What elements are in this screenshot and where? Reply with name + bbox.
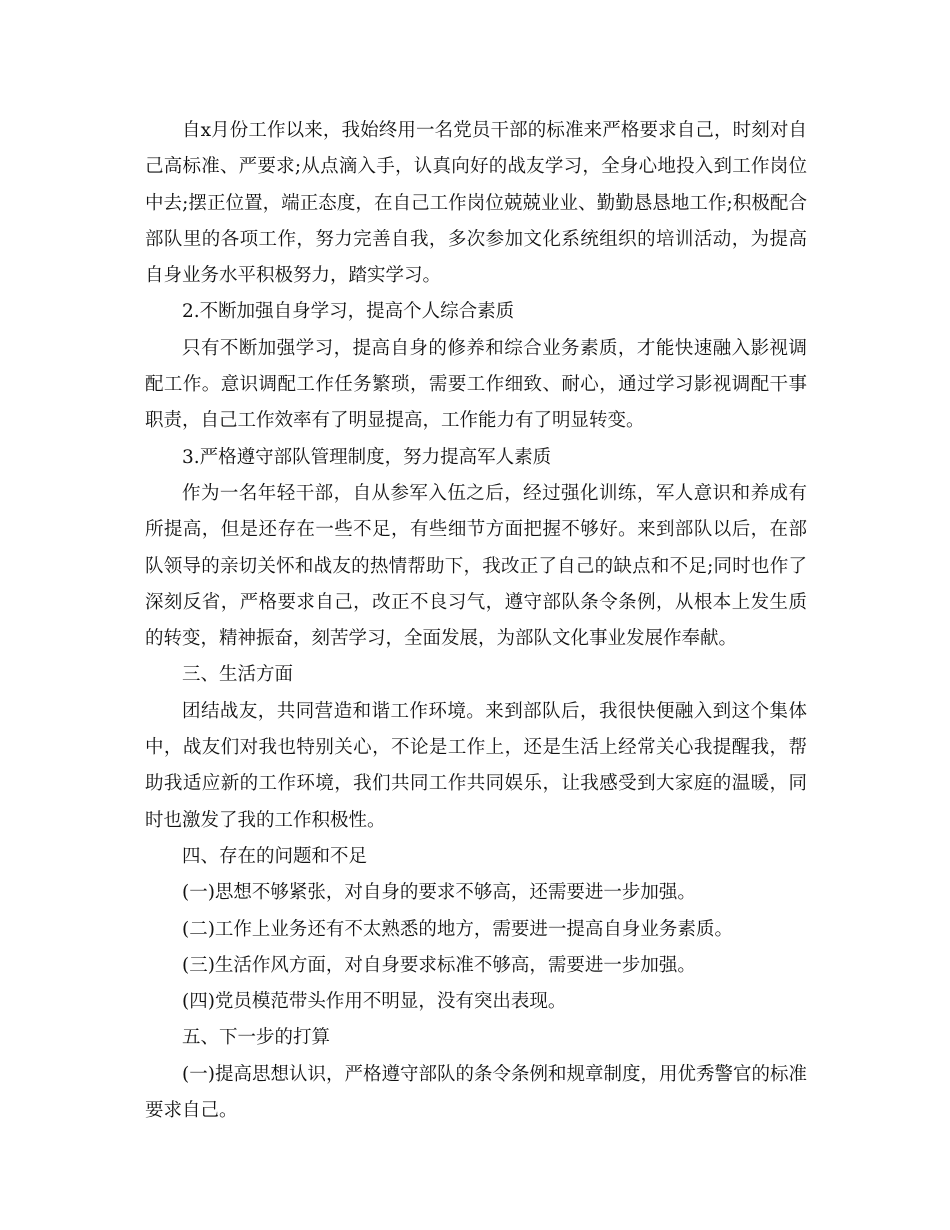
list-item-problem-3: (三)生活作风方面，对自身要求标准不够高，需要进一步加强。 (182, 954, 696, 976)
list-item-plan-1: (一)提高思想认识，严格遵守部队的条令条例和规章制度，用优秀警官的标准要求自己。 (145, 1063, 807, 1122)
heading-problems: 四、存在的问题和不足 (182, 845, 368, 867)
paragraph-life: 团结战友，共同营造和谐工作环境。来到部队后，我很快便融入到这个集体中，战友们对我也特别关心，不论是工作上，还是生活上经常关心我提醒我，帮助我适应新的工作环境，我们共同工作共同娱乐，让我感受到大家庭的温暖，同时也激发了我的工作积极性。 (145, 700, 807, 831)
heading-self-study: 2.不断加强自身学习，提高个人综合素质 (182, 301, 515, 323)
document-page (145, 113, 807, 1129)
list-item-problem-2: (二)工作上业务还有不太熟悉的地方，需要进一提高自身业务素质。 (182, 918, 733, 940)
heading-life: 三、生活方面 (182, 664, 294, 686)
list-item-problem-1: (一)思想不够紧张，对自身的要求不够高，还需要进一步加强。 (182, 882, 696, 904)
heading-discipline: 3.严格遵守部队管理制度，努力提高军人素质 (182, 446, 552, 468)
list-item-problem-4: (四)党员模范带头作用不明显，没有突出表现。 (182, 991, 567, 1013)
paragraph-self-study: 只有不断加强学习，提高自身的修养和综合业务素质，才能快速融入影视调配工作。意识调配工作任务繁琐，需要工作细致、耐心，通过学习影视调配干事职责，自己工作效率有了明显提高，工作能力有了明显转变。 (145, 337, 807, 432)
heading-next-plan: 五、下一步的打算 (182, 1027, 331, 1049)
paragraph-discipline: 作为一名年轻干部，自从参军入伍之后，经过强化训练，军人意识和养成有所提高，但是还存在一些不足，有些细节方面把握不够好。来到部队以后，在部队领导的亲切关怀和战友的热情帮助下，我改正了自己的缺点和不足;同时也作了深刻反省，严格要求自己，改正不良习气，遵守部队条令条例，从根本上发生质的转变，精神振奋，刻苦学习，全面发展，为部队文化事业发展作奉献。 (145, 482, 807, 650)
paragraph-work-attitude: 自x月份工作以来，我始终用一名党员干部的标准来严格要求自己，时刻对自己高标准、严要求;从点滴入手，认真向好的战友学习，全身心地投入到工作岗位中去;摆正位置，端正态度，在自己工作岗位兢兢业业、勤勤恳恳地工作;积极配合部队里的各项工作，努力完善自我，多次参加文化系统组织的培训活动，为提高自身业务水平积极努力，踏实学习。 (145, 120, 807, 287)
